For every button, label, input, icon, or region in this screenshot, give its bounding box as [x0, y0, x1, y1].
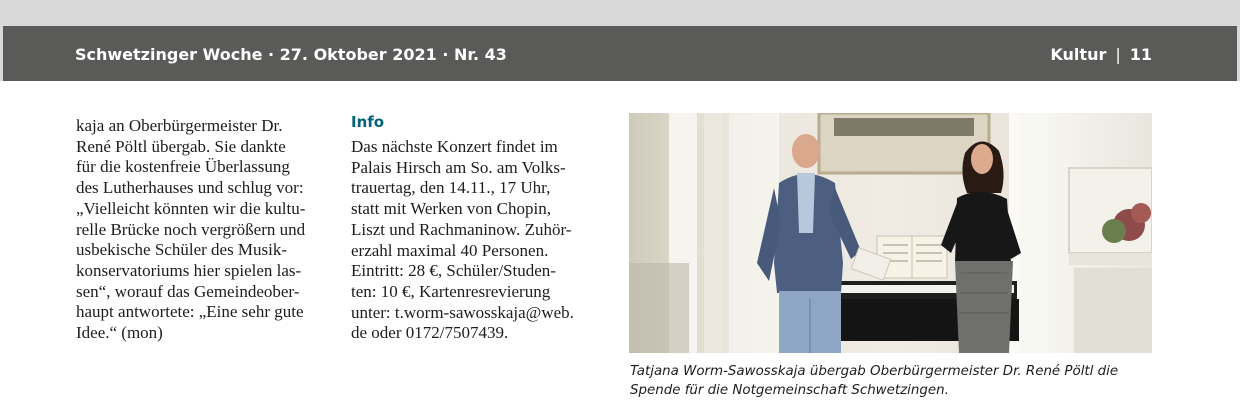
article-line: René Pöltl übergab. Sie dankte — [76, 136, 286, 156]
article-line: haupt antwortete: „Eine sehr gute — [76, 302, 304, 322]
masthead: Schwetzinger Woche · 27. Oktober 2021 · Nr. 43 — [75, 45, 507, 64]
info-line: Liszt und Rachmaninow. Zuhör- — [351, 219, 572, 239]
info-box — [351, 137, 600, 344]
caption-line: Tatjana Worm-Sawosskaja übergab Oberbürgermeister Dr. René Pöltl die — [630, 364, 1119, 379]
page-header — [0, 0, 1240, 81]
info-line: Eintritt: 28 €, Schüler/Studen- — [351, 261, 556, 281]
article-line: sen“, worauf das Gemeindeober- — [76, 281, 300, 301]
info-line: Das nächste Konzert findet im — [351, 137, 558, 156]
caption-line: Spende für die Notgemeinschaft Schwetzingen. — [630, 383, 949, 398]
article-line: Idee.“ (mon) — [76, 323, 163, 343]
section-separator: | — [1115, 45, 1121, 64]
photo-illustration — [629, 113, 1152, 353]
article-photo — [629, 113, 1152, 353]
section-name: Kultur — [1050, 45, 1107, 64]
article-line: relle Brücke noch vergrößern und — [76, 219, 306, 239]
article-line: konservatoriums hier spielen las- — [76, 260, 302, 280]
info-line: de oder 0172/7507439. — [351, 323, 509, 343]
info-line: unter: t.worm-sawosskaja@web. — [351, 302, 574, 322]
info-line: trauertag, den 14.11., 17 Uhr, — [351, 178, 551, 198]
section-label — [1050, 45, 1152, 64]
article-line: „Vielleicht könnten wir die kultu- — [76, 198, 306, 218]
info-heading: Info — [351, 113, 385, 131]
article-line: für die kostenfreie Überlassung — [76, 157, 290, 177]
info-line: ten: 10 €, Kartenresrevierung — [351, 281, 551, 301]
info-line: Palais Hirsch am So. am Volks- — [351, 157, 566, 177]
info-line: erzahl maximal 40 Personen. — [351, 240, 549, 260]
article-column — [76, 116, 323, 344]
article-line: des Lutherhauses und schlug vor: — [76, 178, 304, 198]
info-line: statt mit Werken von Chopin, — [351, 199, 551, 219]
page-number: 11 — [1129, 45, 1152, 64]
article-line: kaja an Oberbürgermeister Dr. — [76, 116, 283, 135]
photo-caption — [630, 362, 1170, 400]
article-line: usbekische Schüler des Musik- — [76, 240, 288, 260]
